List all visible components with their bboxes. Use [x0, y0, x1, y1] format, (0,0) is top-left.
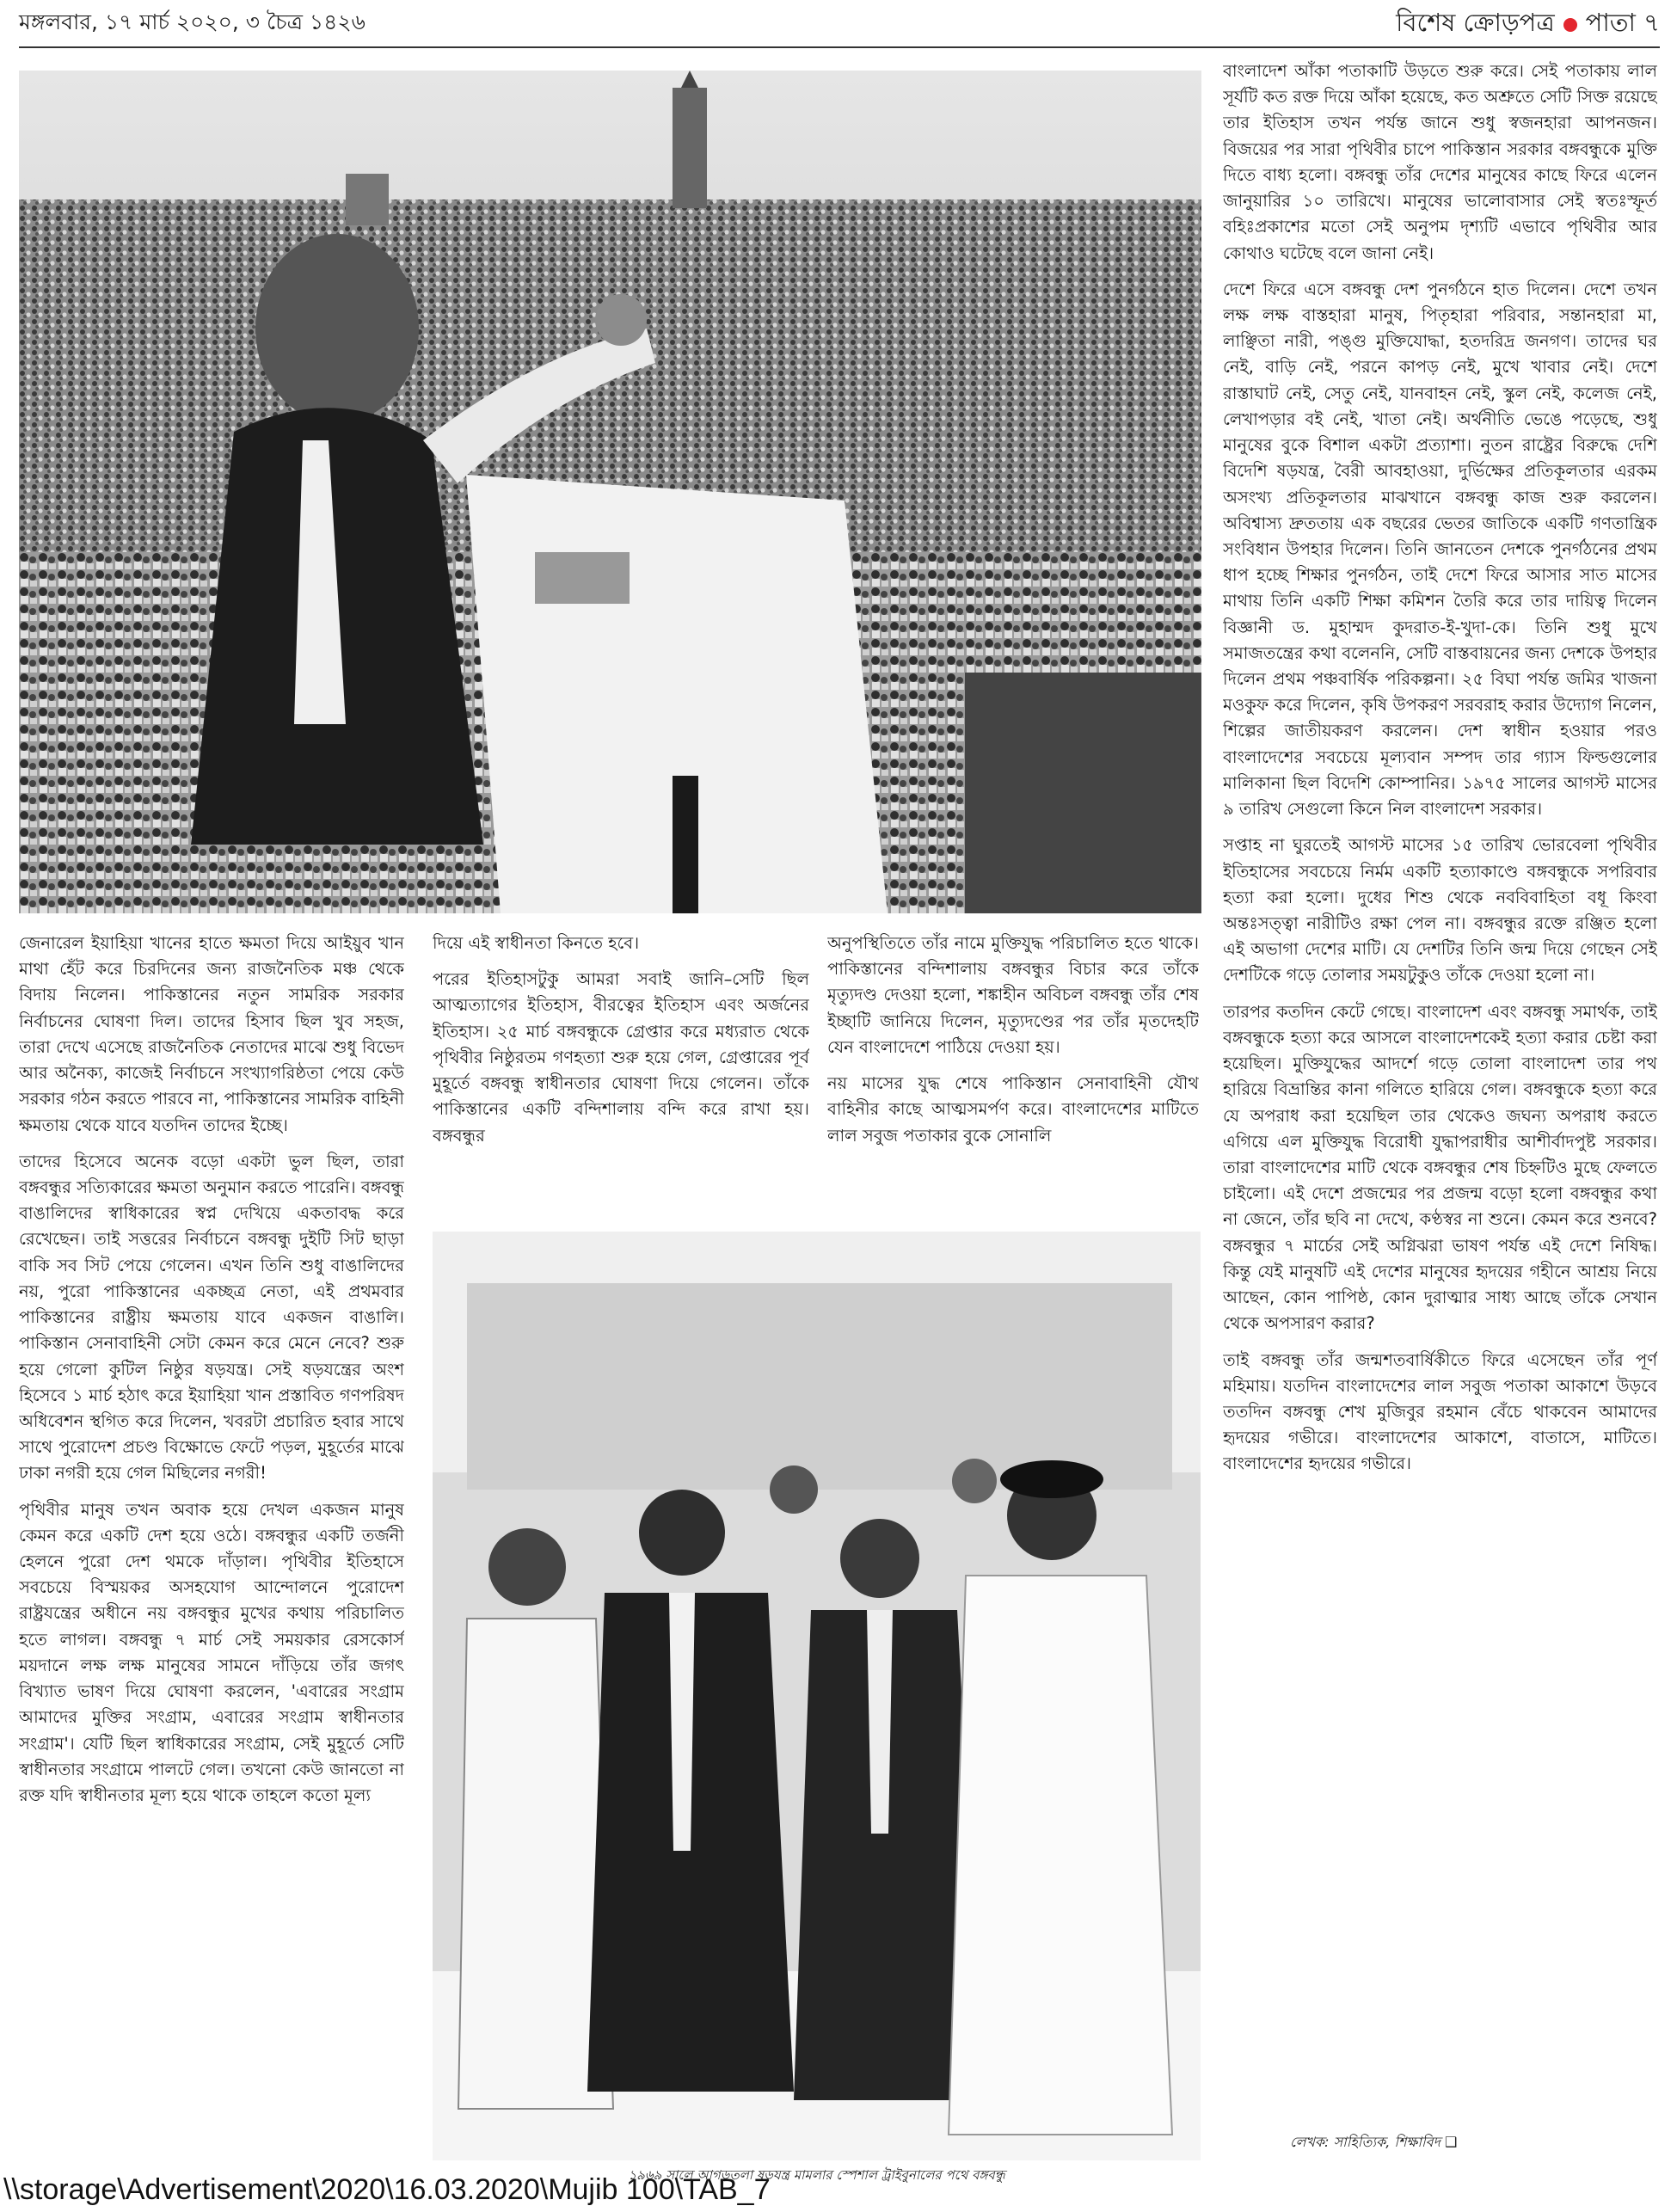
article-column-4 — [1223, 58, 1657, 2123]
issue-date: মঙ্গলবার, ১৭ মার্চ ২০২০, ৩ চৈত্র ১৪২৬ — [19, 9, 366, 34]
page-header — [1396, 3, 1660, 46]
author-credit: লেখক: সাহিত্যিক, শিক্ষাবিদ ❑ — [1290, 2134, 1458, 2150]
bottom-photo-caption: ১৯৬৯ সালে আগড়তলা ষড়যন্ত্র মামলার স্পেশাল ট্রাইবুনালের পথে বঙ্গবন্ধু — [628, 2167, 1005, 2183]
walking-group-photo-icon — [433, 1232, 1201, 2160]
col1-paragraph-1: জেনারেল ইয়াহিয়া খানের হাতে ক্ষমতা দিয়ে আইয়ুব খান মাথা হেঁট করে চিরদিনের জন্য রাজনৈতিক মঞ্চ থেকে বিদায় নিলেন। পাকিস্তানের নতুন সামরিক সরকার নির্বাচনের ঘোষণা দিল। তাদের হিসাব ছিল খুব সহজ, তারা দেখে এসেছে রাজনৈতিক নেতাদের মাঝে শুধু বিভেদ আর অনৈক্য, কাজেই নির্বাচনে সংখ্যাগরিষ্ঠতা পেয়ে কেউ সরকার গঠন করতে পারবে না, পাকিস্তানের সামরিক বাহিনী ক্ষমতায় থেকে যাবে যতদিন তাদের ইচ্ছে। — [19, 933, 404, 1135]
article-column-1 — [19, 931, 404, 2186]
header-rule — [19, 46, 1660, 48]
speech-photo — [19, 71, 1201, 913]
col4-paragraph-5: তাই বঙ্গবন্ধু তাঁর জন্মশতবার্ষিকীতে ফিরে এসেছেন তাঁর পূর্ণ মহিমায়। যতদিন বাংলাদেশের লাল সবুজ পতাকা আকাশে উড়বে ততদিন বঙ্গবন্ধু শেখ মুজিবুর রহমান বেঁচে থাকবেন আমাদের হৃদয়ের গভীরে। বাংলাদেশের আকাশে, বাতাসে, মাটিতে। বাংলাদেশের হৃদয়ের গভীরে। — [1223, 1349, 1657, 1474]
walking-group-photo — [433, 1232, 1201, 2160]
speech-photo-icon — [19, 71, 1201, 913]
col3-paragraph-2: নয় মাসের যুদ্ধ শেষে পাকিস্তান সেনাবাহিনী যৌথ বাহিনীর কাছে আত্মসমর্পণ করে। বাংলাদেশের মাটিতে লাল সবুজ পতাকার বুকে সোনালি — [827, 1073, 1199, 1146]
red-dot-icon — [1563, 18, 1577, 32]
col1-paragraph-2: তাদের হিসেবে অনেক বড়ো একটা ভুল ছিল, তারা বঙ্গবন্ধুর সত্যিকারের ক্ষমতা অনুমান করতে পারেনি। বঙ্গবন্ধু বাঙালিদের স্বাধিকারের স্বপ্ন দেখিয়ে একতাবদ্ধ করে রেখেছেন। তাই সত্তরের নির্বাচনে বঙ্গবন্ধু দুইটি সিট ছাড়া বাকি সব সিট পেয়ে গেলেন। এখন তিনি শুধু বাঙালিদের নয়, পুরো পাকিস্তানের একচ্ছত্র নেতা, এই প্রথমবার পাকিস্তানের রাষ্ট্রীয় ক্ষমতায় যাবে একজন বাঙালি। পাকিস্তান সেনাবাহিনী সেটা কেমন করে মেনে নেবে? শুরু হয়ে গেলো কুটিল নিষ্ঠুর ষড়যন্ত্র। সেই ষড়যন্ত্রের অংশ হিসেবে ১ মার্চ হঠাৎ করে ইয়াহিয়া খান প্রস্তাবিত গণপরিষদ অধিবেশন স্থগিত করে দিলেন, খবরটা প্রচারিত হবার সাথে সাথে পুরোদেশ প্রচণ্ড বিক্ষোভে ফেটে পড়ল, মুহূর্তের মাঝে ঢাকা নগরী হয়ে গেল মিছিলের নগরী! — [19, 1151, 404, 1484]
col1-paragraph-3: পৃথিবীর মানুষ তখন অবাক হয়ে দেখল একজন মানুষ কেমন করে একটি দেশ হয়ে ওঠে। বঙ্গবন্ধুর একটি তর্জনী হেলনে পুরো দেশ থমকে দাঁড়াল। পৃথিবীর ইতিহাসে সবচেয়ে বিস্ময়কর অসহযোগ আন্দোলনে পুরোদেশ রাষ্ট্রযন্ত্রের অধীনে নয় বঙ্গবন্ধুর মুখের কথায় পরিচালিত হতে লাগল। বঙ্গবন্ধু ৭ মার্চ সেই সময়কার রেসকোর্স ময়দানে লক্ষ লক্ষ মানুষের সামনে দাঁড়িয়ে তাঁর জগৎ বিখ্যাত ভাষণ দিয়ে ঘোষণা করলেন, 'এবারের সংগ্রাম আমাদের মুক্তির সংগ্রাম, এবারের সংগ্রাম স্বাধীনতার সংগ্রাম'। যেটি ছিল স্বাধিকারের সংগ্রাম, সেই মুহূর্তে সেটি স্বাধীনতার সংগ্রামে পালটে গেল। তখনো কেউ জানতো না রক্ত যদি স্বাধীনতার মূল্য হয়ে থাকে তাহলে কতো মূল্য — [19, 1499, 404, 1805]
page-number: পাতা ৭ — [1585, 8, 1660, 37]
col3-paragraph-1: অনুপস্থিতিতে তাঁর নামে মুক্তিযুদ্ধ পরিচালিত হতে থাকে। পাকিস্তানের বন্দিশালায় বঙ্গবন্ধুর বিচার করে তাঁকে মৃত্যুদণ্ড দেওয়া হলো, শঙ্কাহীন অবিচল বঙ্গবন্ধু তাঁর শেষ ইচ্ছাটি জানিয়ে দিলেন, মৃত্যুদণ্ডের পর তাঁর মৃতদেহটি যেন বাংলাদেশে পাঠিয়ে দেওয়া হয়। — [827, 933, 1199, 1057]
file-path-footer: \\storage\Advertisement\2020\16.03.2020\Mujib 100\TAB_7 — [3, 2173, 771, 2206]
section-title: বিশেষ ক্রোড়পত্র — [1396, 8, 1555, 37]
col4-paragraph-1: বাংলাদেশ আঁকা পতাকাটি উড়তে শুরু করে। সেই পতাকায় লাল সূর্যটি কত রক্ত দিয়ে আঁকা হয়েছে, কত অশ্রুতে সেটি সিক্ত রয়েছে তার ইতিহাস তখন পর্যন্ত জানে শুধু স্বজনহারা আপনজন। বিজয়ের পর সারা পৃথিবীর চাপে পাকিস্তান সরকার বঙ্গবন্ধুকে মুক্তি দিতে বাধ্য হলো। বঙ্গবন্ধু তাঁর দেশের মানুষের কাছে ফিরে এলেন জানুয়ারির ১০ তারিখে। মানুষের ভালোবাসার সেই স্বতঃস্ফূর্ত বহিঃপ্রকাশের মতো সেই অনুপম দৃশ্যটি এভাবে পৃথিবীর আর কোথাও ঘটেছে বলে জানা নেই। — [1223, 61, 1657, 263]
article-column-3 — [827, 931, 1199, 1223]
col4-paragraph-4: তারপর কতদিন কেটে গেছে। বাংলাদেশ এবং বঙ্গবন্ধু সমার্থক, তাই বঙ্গবন্ধুকে হত্যা করে আসলে বাংলাদেশকেই হত্যা করার চেষ্টা করা হয়েছিল। মুক্তিযুদ্ধের আদর্শে গড়ে তোলা বাংলাদেশ তার পথ হারিয়ে বিভ্রান্তির কানা গলিতে হারিয়ে গেল। বঙ্গবন্ধুকে হত্যা করে যে অপরাধ করা হয়েছিল তার থেকেও জঘন্য অপরাধ করতে এগিয়ে এল মুক্তিযুদ্ধ বিরোধী যুদ্ধাপরাধীর আশীর্বাদপুষ্ট সরকার। তারা বাংলাদেশের মাটি থেকে বঙ্গবন্ধুর শেষ চিহ্নটিও মুছে ফেলতে চাইলো। এই দেশে প্রজন্মের পর প্রজন্ম বড়ো হলো বঙ্গবন্ধুর কথা না জেনে, তাঁর ছবি না দেখে, কণ্ঠস্বর না শুনে। কেমন করে শুনবে? বঙ্গবন্ধুর ৭ মার্চের সেই অগ্নিঝরা ভাষণ পর্যন্ত এই দেশে নিষিদ্ধ। কিন্তু যেই মানুষটি এই দেশের মানুষের হৃদয়ের গহীনে আশ্রয় নিয়ে আছেন, কোন পাপিষ্ঠ, কোন দুরাত্মার সাধ্য আছে তাঁকে সেখান থেকে অপসারণ করার? — [1223, 1001, 1657, 1334]
col4-paragraph-3: সপ্তাহ না ঘুরতেই আগস্ট মাসের ১৫ তারিখ ভোরবেলা পৃথিবীর ইতিহাসের সবচেয়ে নির্মম একটি হত্যাকাণ্ডে বঙ্গবন্ধুকে সপরিবার হত্যা করা হলো। দুধের শিশু থেকে নববিবাহিতা বধূ কিংবা অন্তঃসত্ত্বা নারীটিও রক্ষা পেল না। বঙ্গবন্ধুর রক্তে রঞ্জিত হলো এই অভাগা দেশের মাটি। যে দেশটির তিনি জন্ম দিয়ে গেছেন সেই দেশটিকে গড়ে তোলার সময়টুকুও তাঁকে দেওয়া হলো না। — [1223, 835, 1657, 986]
article-column-2 — [433, 931, 809, 1223]
col4-paragraph-2: দেশে ফিরে এসে বঙ্গবন্ধু দেশ পুনর্গঠনে হাত দিলেন। দেশে তখন লক্ষ লক্ষ বাস্তহারা মানুষ, পিতৃহারা পরিবার, সন্তানহারা মা, লাঞ্ছিতা নারী, পঙ্গু মুক্তিযোদ্ধা, হতদরিদ্র জনগণ। তাদের ঘর নেই, বাড়ি নেই, পরনে কাপড় নেই, মুখে খাবার নেই। দেশে রাস্তাঘাট নেই, সেতু নেই, যানবাহন নেই, স্কুল নেই, কলেজ নেই, লেখাপড়ার বই নেই, খাতা নেই। অর্থনীতি ভেঙে পড়েছে, শুধু মানুষের বুকে বিশাল একটা প্রত্যাশা। নুতন রাষ্ট্রের বিরুদ্ধে দেশি বিদেশি ষড়যন্ত্র, বৈরী আবহাওয়া, দুর্ভিক্ষের প্রতিকূলতার এরকম অসংখ্য প্রতিকূলতার মাঝখানে বঙ্গবন্ধু কাজ শুরু করলেন। অবিশ্বাস্য দ্রুততায় এক বছরের ভেতর জাতিকে একটি গণতান্ত্রিক সংবিধান উপহার দিলেন। তিনি জানতেন দেশকে পুনর্গঠনের প্রথম ধাপ হচ্ছে শিক্ষার পুনর্গঠন, তাই দেশে ফিরে আসার সাত মাসের মাথায় তিনি একটি শিক্ষা কমিশন তৈরি করে তার দায়িত্ব দিলেন বিজ্ঞানী ড. মুহাম্মদ কুদরাত-ই-খুদা-কে। তিনি শুধু মুখে সমাজতন্ত্রের কথা বলেননি, সেটি বাস্তবায়নের জন্য দেশকে উপহার দিলেন প্রথম পঞ্চবার্ষিক পরিকল্পনা। ২৫ বিঘা পর্যন্ত জমির খাজনা মওকুফ করে দিলেন, কৃষি উপকরণ সরবরাহ করার উদ্যোগ নিলেন, শিল্পের জাতীয়করণ করলেন। দেশ স্বাধীন হওয়ার পরও বাংলাদেশের সবচেয়ে মূল্যবান সম্পদ তার গ্যাস ফিল্ডগুলোর মালিকানা ছিল বিদেশি কোম্পানির। ১৯৭৫ সালের আগস্ট মাসের ৯ তারিখ সেগুলো কিনে নিল বাংলাদেশ সরকার। — [1223, 279, 1657, 820]
col2-paragraph-2: পরের ইতিহাসটুকু আমরা সবাই জানি–সেটি ছিল আত্মত্যাগের ইতিহাস, বীরত্বের ইতিহাস এবং অর্জনের ইতিহাস। ২৫ মার্চ বঙ্গবন্ধুকে গ্রেপ্তার করে মধ্যরাত থেকে পৃথিবীর নিষ্ঠুরতম গণহত্যা শুরু হয়ে গেল, গ্রেপ্তারের পূর্ব মুহূর্তে বঙ্গবন্ধু স্বাধীনতার ঘোষণা দিয়ে গেলেন। তাঁকে পাকিস্তানের একটি বন্দিশালায় বন্দি করে রাখা হয়। বঙ্গবন্ধুর — [433, 969, 809, 1146]
col2-paragraph-1: দিয়ে এই স্বাধীনতা কিনতে হবে। — [433, 933, 640, 953]
